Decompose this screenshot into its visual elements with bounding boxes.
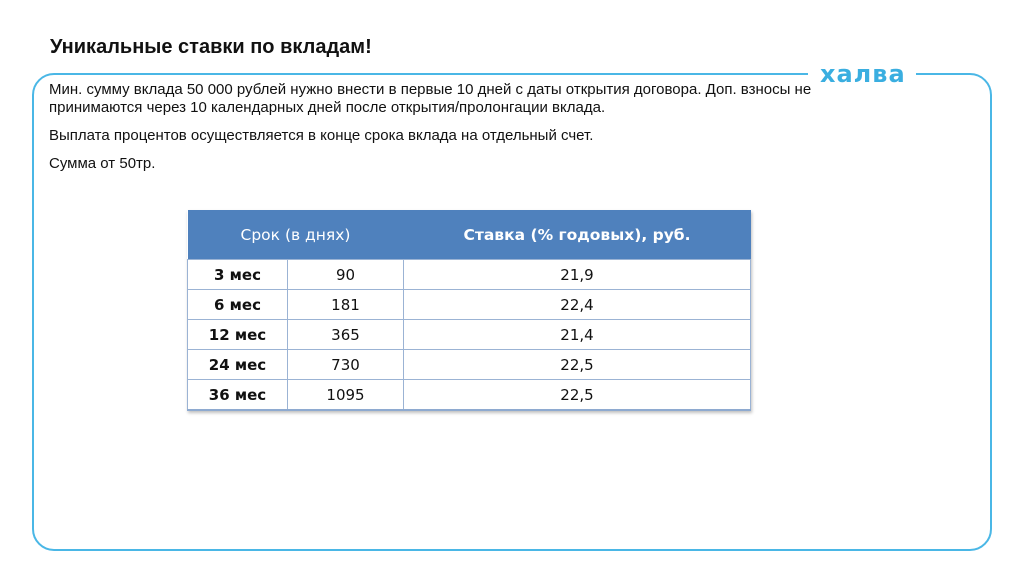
days-cell: 1095 xyxy=(288,380,404,411)
period-cell: 3 мес xyxy=(188,260,288,290)
table-row xyxy=(188,290,751,320)
rate-cell: 22,4 xyxy=(404,290,751,320)
rates-table xyxy=(187,210,751,411)
content-text xyxy=(49,81,869,183)
table-row xyxy=(188,260,751,290)
days-cell: 181 xyxy=(288,290,404,320)
days-cell: 730 xyxy=(288,350,404,380)
rates-table-header-row xyxy=(188,210,751,260)
period-cell: 36 мес xyxy=(188,380,288,411)
days-cell: 365 xyxy=(288,320,404,350)
interest-payment-paragraph: Выплата процентов осуществляется в конце срока вклада на отдельный счет. xyxy=(49,127,594,144)
header-rate: Ставка (% годовых), руб. xyxy=(404,210,751,260)
page-title: Уникальные ставки по вкладам! xyxy=(50,36,372,58)
period-cell: 24 мес xyxy=(188,350,288,380)
minimum-amount-paragraph: Сумма от 50тр. xyxy=(49,155,156,172)
table-row xyxy=(188,320,751,350)
rate-cell: 21,4 xyxy=(404,320,751,350)
period-cell: 6 мес xyxy=(188,290,288,320)
period-cell: 12 мес xyxy=(188,320,288,350)
rate-cell: 22,5 xyxy=(404,380,751,411)
rate-cell: 21,9 xyxy=(404,260,751,290)
header-term: Срок (в днях) xyxy=(188,210,404,260)
table-row xyxy=(188,380,751,411)
rate-cell: 22,5 xyxy=(404,350,751,380)
days-cell: 90 xyxy=(288,260,404,290)
table-row xyxy=(188,350,751,380)
deposit-terms-paragraph: Мин. сумму вклада 50 000 рублей нужно внести в первые 10 дней с даты открытия договора. Доп. взносы не принимаются через 10 календарных дней после открытия/пролонгации вклада. xyxy=(49,81,812,116)
halva-logo: халва xyxy=(808,60,916,88)
